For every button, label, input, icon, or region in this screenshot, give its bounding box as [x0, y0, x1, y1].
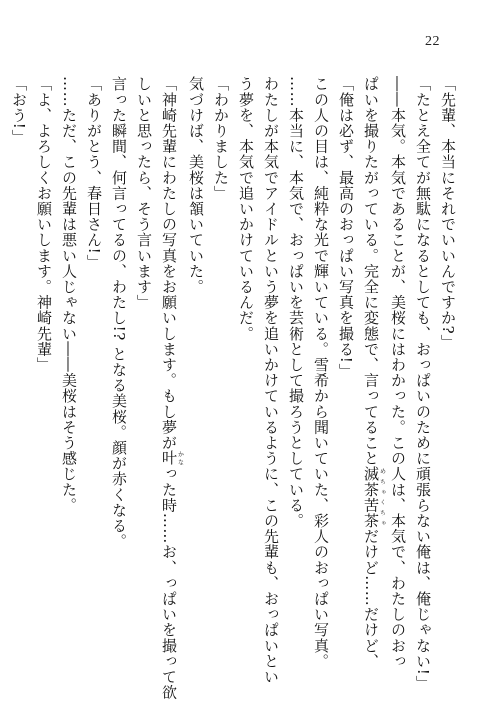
- text-line: わたしが本気でアイドルという夢を追いかけているように、この先輩も、おっぱいとい: [262, 76, 280, 685]
- text-line: 「ありがとう、春日さん!」: [85, 76, 103, 270]
- vertical-text-block: [10, 76, 460, 701]
- text-line: [156, 76, 184, 701]
- text-line: [358, 76, 386, 669]
- text-segment: ぱいを撮りたがっている。完全に変態で、言ってること: [362, 76, 380, 466]
- text-line: 「おう!」: [10, 76, 28, 146]
- text-line: 「よ、よろしくお願いします。神崎先輩」: [35, 76, 53, 373]
- text-line: う夢を、本気で追いかけているんだ。: [237, 76, 255, 342]
- text-segment: だけど……だけど、: [362, 528, 380, 669]
- text-line: 言った瞬間、何言ってるの、わたし!? となる美桜。顔が赤くなる。: [110, 76, 128, 550]
- text-line: ……ただ、この先輩は悪い人じゃない――美桜はそう感じた。: [60, 76, 78, 513]
- text-line: ――本気。本気であることが、美桜にはわかった。この人は、本気で、わたしのおっ: [389, 76, 407, 669]
- text-line: 「わかりました」: [212, 76, 230, 201]
- text-line: ……本当に、本気で、おっぱいを芸術として撮ろうとしている。: [287, 76, 305, 529]
- ruby-base: 叶: [160, 450, 178, 467]
- text-segment: った時……お、っぱいを撮って欲: [160, 466, 178, 701]
- ruby-word: [362, 466, 386, 529]
- text-line: 気づけば、美桜は頷いていた。: [187, 76, 205, 295]
- ruby-base: 滅茶苦茶: [362, 466, 380, 529]
- ruby-reading: かな: [176, 450, 184, 466]
- ruby-word: [160, 450, 184, 467]
- page-number: 22: [425, 34, 440, 49]
- ruby-reading: めちゃくちゃ: [378, 466, 386, 529]
- text-line: 「先輩、本当にそれでいいんですか?」: [439, 76, 457, 350]
- text-line: しいと思ったら、そう言います」: [135, 76, 153, 310]
- text-segment: 「神崎先輩にわたしの写真をお願いします。もし夢が: [160, 76, 178, 451]
- text-line: 「たとえ全てが無駄になるとしても、おっぱいのために頑張らない俺は、俺じゃない!」: [414, 76, 432, 692]
- text-line: 「俺は必ず、最高のおっぱい写真を撮る!」: [337, 76, 355, 380]
- text-line: この人の目は、純粋な光で輝いている。雪希から聞いていた、彩人のおっぱい写真。: [312, 76, 330, 669]
